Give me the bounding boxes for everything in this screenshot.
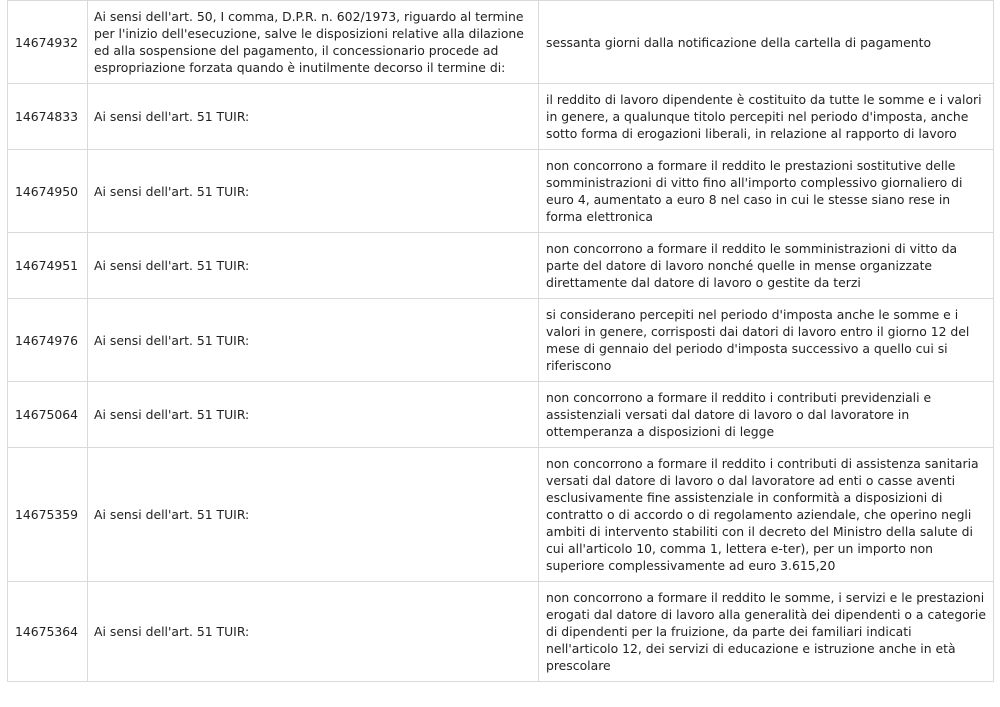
row-question: Ai sensi dell'art. 51 TUIR: bbox=[88, 233, 539, 299]
row-question: Ai sensi dell'art. 51 TUIR: bbox=[88, 448, 539, 582]
table-row bbox=[8, 382, 994, 448]
row-answer: si considerano percepiti nel periodo d'imposta anche le somme e i valori in genere, corrisposti dai datori di lavoro entro il giorno 12 del mese di gennaio del periodo d'imposta successivo a quello cui si riferiscono bbox=[539, 299, 994, 382]
row-answer: non concorrono a formare il reddito le somme, i servizi e le prestazioni erogati dal datore di lavoro alla generalità dei dipendenti o a categorie di dipendenti per la fruizione, da parte dei familiari indicati nell'articolo 12, dei servizi di educazione e istruzione anche in età prescolare bbox=[539, 582, 994, 682]
table-row bbox=[8, 233, 994, 299]
table-row bbox=[8, 299, 994, 382]
quiz-table bbox=[7, 0, 994, 682]
row-answer: sessanta giorni dalla notificazione della cartella di pagamento bbox=[539, 1, 994, 84]
row-id: 14674951 bbox=[8, 233, 88, 299]
table-row bbox=[8, 150, 994, 233]
row-question: Ai sensi dell'art. 51 TUIR: bbox=[88, 582, 539, 682]
row-question: Ai sensi dell'art. 51 TUIR: bbox=[88, 299, 539, 382]
row-question: Ai sensi dell'art. 51 TUIR: bbox=[88, 382, 539, 448]
row-question: Ai sensi dell'art. 51 TUIR: bbox=[88, 84, 539, 150]
row-id: 14675364 bbox=[8, 582, 88, 682]
row-id: 14675064 bbox=[8, 382, 88, 448]
table-row bbox=[8, 84, 994, 150]
table-row bbox=[8, 448, 994, 582]
row-id: 14674833 bbox=[8, 84, 88, 150]
row-answer: non concorrono a formare il reddito le somministrazioni di vitto da parte del datore di lavoro nonché quelle in mense organizzate direttamente dal datore di lavoro o gestite da terzi bbox=[539, 233, 994, 299]
row-question: Ai sensi dell'art. 50, I comma, D.P.R. n. 602/1973, riguardo al termine per l'inizio dell'esecuzione, salve le disposizioni relative alla dilazione ed alla sospensione del pagamento, il concessionario procede ad espropriazione forzata quando è inutilmente decorso il termine di: bbox=[88, 1, 539, 84]
table-row bbox=[8, 1, 994, 84]
row-id: 14675359 bbox=[8, 448, 88, 582]
row-question: Ai sensi dell'art. 51 TUIR: bbox=[88, 150, 539, 233]
row-id: 14674950 bbox=[8, 150, 88, 233]
row-answer: non concorrono a formare il reddito le prestazioni sostitutive delle somministrazioni di vitto fino all'importo complessivo giornaliero di euro 4, aumentato a euro 8 nel caso in cui le stesse siano rese in forma elettronica bbox=[539, 150, 994, 233]
row-answer: non concorrono a formare il reddito i contributi di assistenza sanitaria versati dal datore di lavoro o dal lavoratore ad enti o casse aventi esclusivamente fine assistenziale in conformità a disposizioni di contratto o di accordo o di regolamento aziendale, che operino negli ambiti di intervento stabiliti con il decreto del Ministro della salute di cui all'articolo 10, comma 1, lettera e-ter), per un importo non superiore complessivamente ad euro 3.615,20 bbox=[539, 448, 994, 582]
table-row bbox=[8, 582, 994, 682]
row-id: 14674932 bbox=[8, 1, 88, 84]
row-id: 14674976 bbox=[8, 299, 88, 382]
row-answer: non concorrono a formare il reddito i contributi previdenziali e assistenziali versati dal datore di lavoro o dal lavoratore in ottemperanza a disposizioni di legge bbox=[539, 382, 994, 448]
quiz-table-container bbox=[7, 0, 993, 682]
row-answer: il reddito di lavoro dipendente è costituito da tutte le somme e i valori in genere, a qualunque titolo percepiti nel periodo d'imposta, anche sotto forma di erogazioni liberali, in relazione al rapporto di lavoro bbox=[539, 84, 994, 150]
